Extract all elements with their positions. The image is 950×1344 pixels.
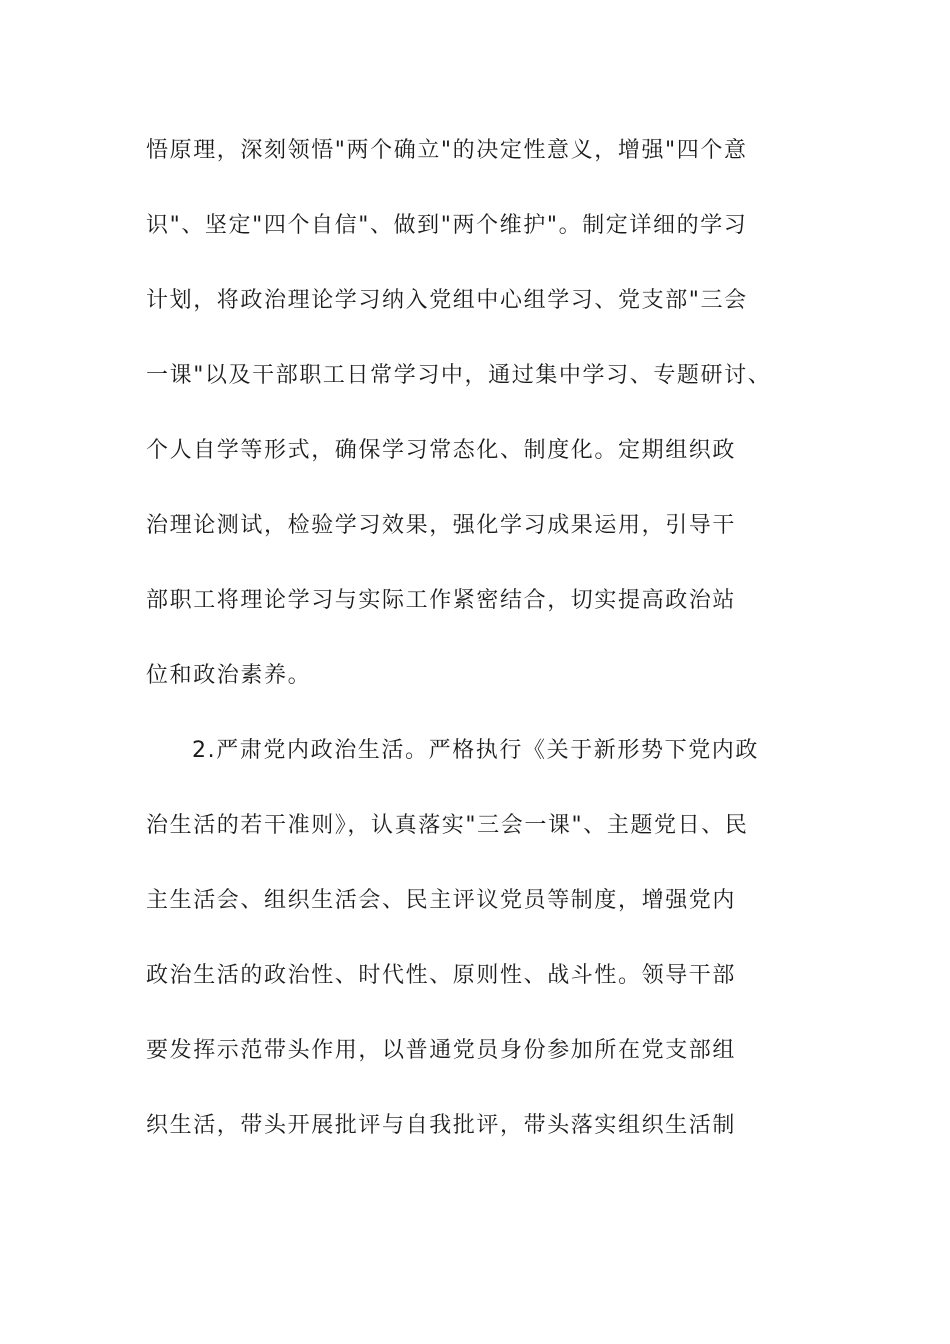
text-line: 政治生活的政治性、时代性、原则性、战斗性。领导干部: [146, 963, 737, 988]
text-line: 治生活的若干准则》，认真落实"三会一课"、主题党日、民: [146, 813, 749, 838]
text-line: 个人自学等形式，确保学习常态化、制度化。定期组织政: [146, 438, 737, 463]
text-line: 一课"以及干部职工日常学习中，通过集中学习、专题研讨、: [146, 363, 772, 388]
text-line: 位和政治素养。: [146, 663, 312, 688]
text-line: 识"、坚定"四个自信"、做到"两个维护"。制定详细的学习: [146, 213, 748, 238]
text-line: 主生活会、组织生活会、民主评议党员等制度，增强党内: [146, 888, 737, 913]
text-line: 计划，将政治理论学习纳入党组中心组学习、党支部"三会: [146, 288, 748, 313]
text-line: 部职工将理论学习与实际工作紧密结合，切实提高政治站: [146, 588, 737, 613]
text-line: 要发挥示范带头作用，以普通党员身份参加所在党支部组: [146, 1038, 737, 1063]
text-line: 治理论测试，检验学习效果，强化学习成果运用，引导干: [146, 513, 737, 538]
text-line: 织生活，带头开展批评与自我批评，带头落实组织生活制: [146, 1113, 737, 1138]
text-line: 悟原理，深刻领悟"两个确立"的决定性意义，增强"四个意: [146, 138, 748, 163]
text-line: 2.严肃党内政治生活。严格执行《关于新形势下党内政: [192, 738, 759, 763]
